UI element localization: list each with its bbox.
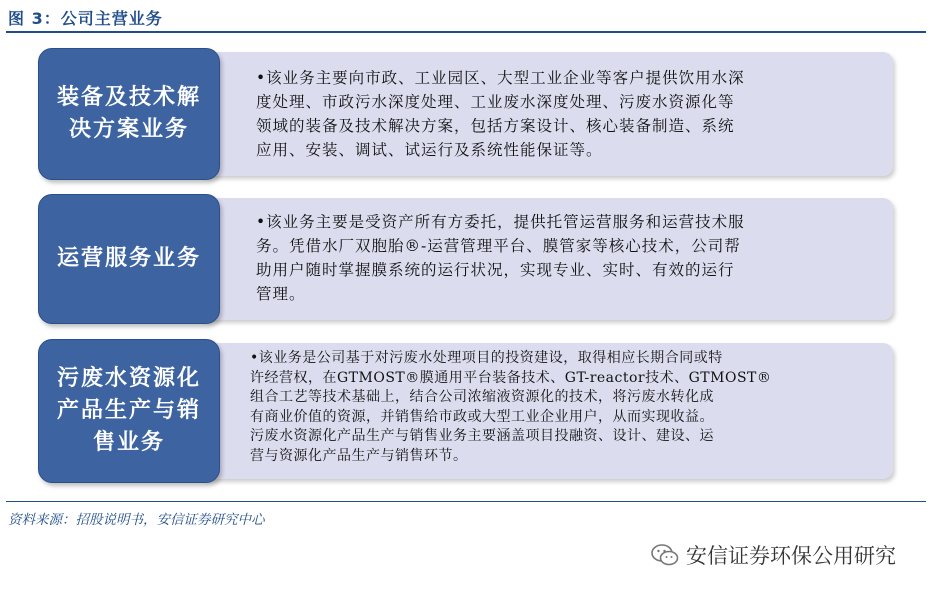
business-row-equipment: [38, 48, 893, 180]
description-line: 管理。: [256, 285, 306, 303]
description-line: 营与资源化产品生产与销售环节。: [250, 447, 468, 464]
description-line: 领域的装备及技术解决方案，包括方案设计、核心装备制造、系统: [256, 117, 735, 135]
business-label-line: 装备及技术解: [56, 85, 201, 110]
business-label: [51, 363, 207, 459]
description-line: 助用户随时掌握膜系统的运行状况，实现专业、实时、有效的运行: [256, 261, 735, 279]
description-line: •该业务主要向市政、工业园区、大型工业企业等客户提供饮用水深: [256, 69, 745, 87]
business-label-box: [38, 194, 220, 324]
description-line: 度处理、市政污水深度处理、工业废水深度处理、污废水资源化等: [256, 93, 735, 111]
business-row-resource: [38, 339, 893, 483]
business-label-box: [38, 48, 220, 180]
source-divider: [6, 501, 926, 502]
business-label-line: 决方案业务: [68, 117, 189, 142]
business-description-box: [198, 198, 893, 320]
business-label-line: 污废水资源化: [56, 366, 201, 391]
figure-title: 图 3：公司主营业务: [8, 9, 163, 28]
business-description-box: [198, 343, 893, 479]
description-line: 污废水资源化产品生产与销售业务主要涵盖项目投融资、设计、建设、运: [250, 428, 714, 444]
description-line: •该业务主要是受资产所有方委托，提供托管运营服务和运营技术服: [256, 213, 745, 231]
business-label: [51, 243, 207, 275]
watermark-text: 安信证券环保公用研究: [686, 544, 896, 568]
business-label-line: 产品生产与销: [56, 398, 201, 423]
business-label-box: [38, 339, 220, 483]
business-description-box: [198, 52, 893, 176]
business-description: [256, 66, 745, 162]
description-line: 应用、安装、调试、试运行及系统性能保证等。: [256, 141, 603, 159]
description-line: 有商业价值的资源，并销售给市政或大型工业企业用户，从而实现收益。: [250, 408, 714, 425]
description-line: •该业务是公司基于对污废水处理项目的投资建设，取得相应长期合同或特: [250, 350, 723, 366]
description-line: 许经营权，在GTMOST®膜通用平台装备技术、GT-reactor技术、GTMOST®: [250, 369, 772, 386]
business-description: [250, 349, 771, 466]
business-label: [51, 82, 207, 146]
business-label-line: 运营服务业务: [56, 246, 201, 271]
wechat-icon: [650, 542, 680, 568]
description-line: 组合工艺等技术基础上，结合公司浓缩液资源化的技术，将污废水转化成: [250, 389, 714, 405]
title-divider: [6, 31, 926, 33]
source-note: 资料来源：招股说明书，安信证券研究中心: [8, 512, 265, 528]
description-line: 务。凭借水厂双胞胎®-运营管理平台、膜管家等核心技术，公司帮: [256, 237, 741, 255]
business-row-operation: [38, 194, 893, 324]
business-description: [256, 210, 745, 306]
watermark: [650, 540, 896, 570]
business-label-line: 售业务: [92, 430, 165, 455]
